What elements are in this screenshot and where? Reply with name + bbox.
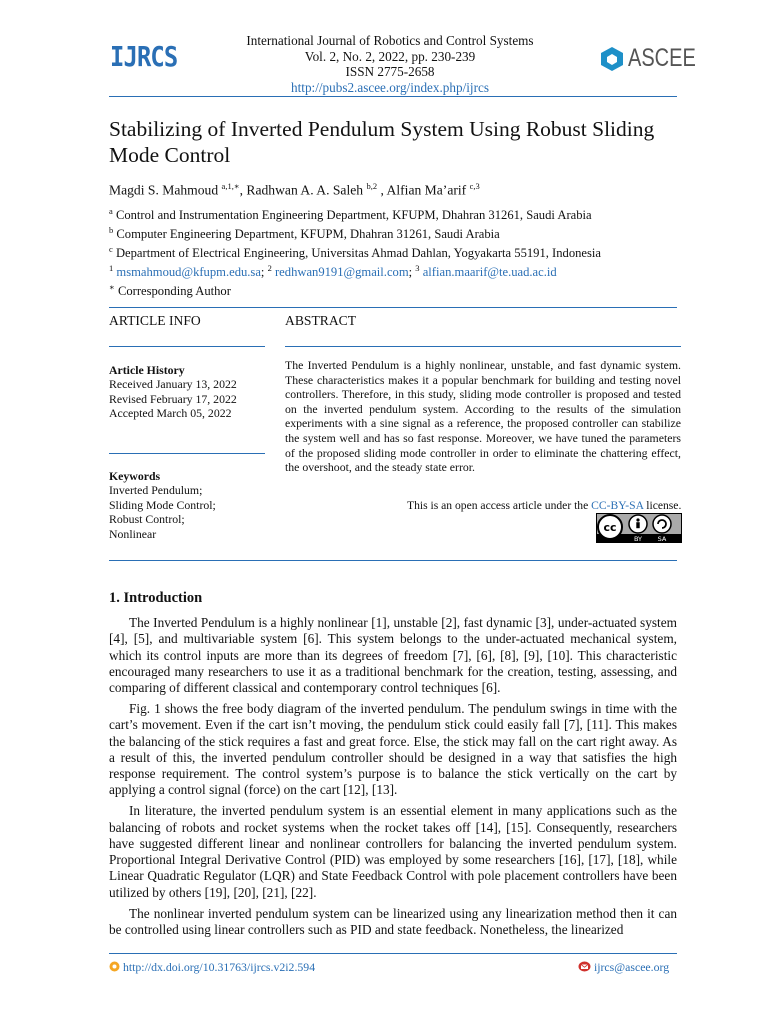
footer-email <box>578 960 669 975</box>
author-list <box>109 181 480 199</box>
footer-divider <box>109 953 677 954</box>
revised-date: Revised February 17, 2022 <box>109 391 237 406</box>
author-name: , Radhwan A. A. Saleh <box>239 182 364 198</box>
cc-by-sa-link[interactable]: CC-BY-SA <box>591 499 644 512</box>
cc-sa-label: SA <box>657 535 667 543</box>
doi-icon <box>109 961 120 972</box>
paper-title: Stabilizing of Inverted Pendulum System Using Robust Sliding Mode Control <box>109 117 655 167</box>
header-divider <box>109 96 677 97</box>
ascee-hexagon-icon <box>600 46 624 72</box>
paragraph: The Inverted Pendulum is a highly nonlinear [1], unstable [2], fast dynamic [3], under-actuated system [4], [5], and multivariable system [6]. This system belongs to the under-actuated mechanical system, which its control inputs are more than its degrees of freedom [7], [6], [8], [9], [10]. This characteristic encouraged many researchers to use it as a traditional benchmark for the creation, testing, assessing, and comparing of different classical and contemporary control techniques [6]. <box>109 615 677 696</box>
affiliation-c: Department of Electrical Engineering, Universitas Ahmad Dahlan, Yogyakarta 55191, Indonesia <box>115 246 602 261</box>
keywords-block <box>109 469 216 541</box>
oa-suffix: license. <box>643 499 682 512</box>
email-link-1[interactable]: msmahmoud@kfupm.edu.sa <box>116 265 261 280</box>
paragraph: In literature, the inverted pendulum system is an essential element in many applications such as the balancing of robots and rocket systems when the rocket takes off [14], [15]. Consequently, researchers have suggested different linear and nonlinear controllers for balancing the inverted pendulum system. Proportional Integral Derivative Control (PID) was employed by some researchers [16], [17], [18], while Linear Quadratic Regulator (LQR) and State Feedback Control with pole placement controllers have been utilized by others [19], [20], [21], [22]. <box>109 803 677 900</box>
received-date: Received January 13, 2022 <box>109 377 237 392</box>
journal-header <box>200 33 580 95</box>
keywords-divider <box>109 453 265 454</box>
abstract-text: The Inverted Pendulum is a highly nonlinear, unstable, and fast dynamic system. These characteristics makes it a popular benchmark for building and testing novel controllers. Therefore, in this study, sliding mode controller is proposed and tested on the inverted pendulum system. According to the results of the simulation experiments with a sine signal as a reference, the proposed controller can stabilize the system well and has so fast response. Moreover, we have tuned the parameters of the proposed sliding mode controller in order to eliminate the chattering effect, the overshoot, and the steady state error. <box>285 358 681 475</box>
abstract-heading: ABSTRACT <box>285 313 357 328</box>
author-superscript: c,3 <box>469 181 480 191</box>
introduction-heading: 1. Introduction <box>109 590 203 606</box>
email-link-2[interactable]: redhwan9191@gmail.com <box>274 265 409 280</box>
author-superscript: b,2 <box>366 181 378 191</box>
info-top-divider <box>109 307 677 308</box>
journal-url-link[interactable]: http://pubs2.ascee.org/index.php/ijrcs <box>291 79 489 95</box>
paragraph: The nonlinear inverted pendulum system can be linearized using any linearization method then it can be controlled using linear controllers such as PID and state feedback. Nonetheless, the linearized <box>109 905 677 937</box>
author-name: Magdi S. Mahmoud <box>109 182 219 198</box>
keyword-item: Nonlinear <box>109 526 157 541</box>
keyword-item: Inverted Pendulum; <box>109 483 203 498</box>
keyword-item: Robust Control; <box>109 512 185 527</box>
doi-link[interactable]: http://dx.doi.org/10.31763/ijrcs.v2i2.594 <box>122 960 316 974</box>
corresponding-author-note: Corresponding Author <box>117 284 231 299</box>
author-superscript: a,1,∗ <box>221 181 240 191</box>
journal-email-link[interactable]: ijrcs@ascee.org <box>593 960 670 974</box>
email-link-3[interactable]: alfian.maarif@te.uad.ac.id <box>422 265 557 280</box>
ascee-logo <box>600 44 713 73</box>
cc-license-badge[interactable] <box>596 513 682 543</box>
accepted-date: Accepted March 05, 2022 <box>109 406 232 421</box>
affiliations: $^a$ Control and Instrumentation Engineering Department, KFUPM, Dhahran 31261, Saudi Arabia $^b$ Computer Engineering Department, KFUPM, Dhahran 31261, Saudi Arabia $^c$ Department of Electrical Engineering, Universitas Ahmad Dahlan, Yogyakarta 55191, Indonesia $^1$ msmahmoud@kfupm.edu.sa; $^2$ redhwan9191@gmail.com; $^3$ alfian.maarif@te.uad.ac.id ∗ Corresponding Author <box>109 206 602 299</box>
article-info-divider <box>109 346 265 347</box>
article-history-heading: Article History <box>109 363 185 377</box>
journal-issn: ISSN 2775-2658 <box>345 64 435 79</box>
paragraph: Fig. 1 shows the free body diagram of the inverted pendulum. The pendulum swings in time with the cart’s movement. Even if the cart isn’t moving, the pendulum stick could easily fall [7], [11]. This makes the balancing of the stick requires a fast and great force. Else, the stick may fall on the cart right away. As a result of this, the inverted pendulum controller should be designed in a way that satisfies the high response requirement. The control system’s purpose is to balance the stick vertically on the cart by applying a control signal (force) on the cart [12], [13]. <box>109 700 677 798</box>
article-history <box>109 363 237 421</box>
abstract-bottom-divider <box>109 560 677 561</box>
email-icon <box>578 961 591 972</box>
cc-license-icon <box>596 513 682 543</box>
journal-name: International Journal of Robotics and Control Systems <box>246 33 534 48</box>
affiliation-a: Control and Instrumentation Engineering Department, KFUPM, Dhahran 31261, Saudi Arabia <box>115 208 592 223</box>
introduction-body <box>109 615 677 943</box>
keyword-item: Sliding Mode Control; <box>109 497 216 512</box>
article-info-heading: ARTICLE INFO <box>109 313 201 328</box>
journal-logo: IJRCS <box>110 40 178 73</box>
cc-by-label: BY <box>633 535 643 543</box>
ascee-logo-text: ASCEE <box>628 44 696 72</box>
svg-text:cc: cc <box>603 521 617 534</box>
keywords-heading: Keywords <box>109 469 161 483</box>
oa-prefix: This is an open access article under the <box>407 499 592 512</box>
journal-volume: Vol. 2, No. 2, 2022, pp. 230-239 <box>304 48 476 64</box>
affiliation-b: Computer Engineering Department, KFUPM, Dhahran 31261, Saudi Arabia <box>116 227 500 242</box>
abstract-divider <box>285 346 681 347</box>
author-name: , Alfian Ma’arif <box>377 182 467 198</box>
footer-doi <box>109 960 315 975</box>
open-access-notice <box>407 499 681 512</box>
